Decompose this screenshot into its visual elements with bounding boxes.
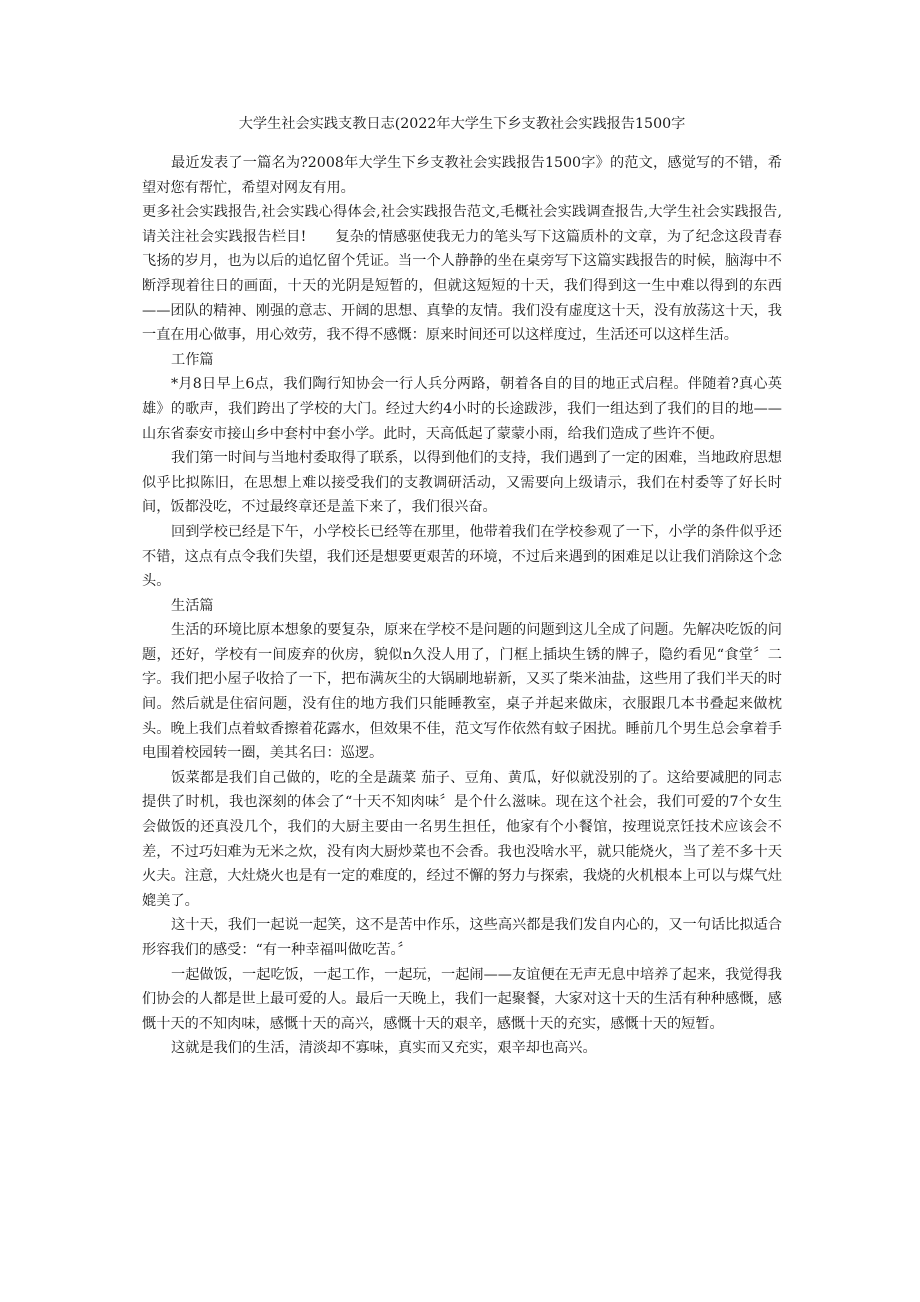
paragraph-intro: 最近发表了一篇名为?2008年大学生下乡支教社会实践报告1500字》的范文，感觉写的不错，希望对您有帮忙，希望对网友有用。 xyxy=(142,155,782,196)
paragraph-life-4: 一起做饭，一起吃饭，一起工作，一起玩，一起闹——友谊便在无声无息中培养了起来，我觉得我们协会的人都是世上最可爱的人。最后一天晚上，我们一起聚餐，大家对这十天的生活有种种感慨，感慨十天的不知肉味，感慨十天的高兴，感慨十天的艰辛，感慨十天的充实，感慨十天的短暂。 xyxy=(142,966,782,1032)
paragraph-work-1: *月8日早上6点，我们陶行知协会一行人兵分两路，朝着各自的目的地正式启程。伴随着?真心英雄》的歌声，我们跨出了学校的大门。经过大约4小时的长途跋涉，我们一组达到了我们的目的地——山东省泰安市接山乡中套村中套小学。此时，天高低起了蒙蒙小雨，给我们造成了些许不便。 xyxy=(142,376,782,442)
paragraph-life-3: 这十天，我们一起说一起笑，这不是苦中作乐，这些高兴都是我们发自内心的，又一句话比拟适合形容我们的感受：“有一种幸福叫做吃苦。〞 xyxy=(142,917,782,958)
section-heading-life: 生活篇 xyxy=(171,597,214,614)
paragraph-life-2: 饭菜都是我们自己做的，吃的全是蔬菜 茄子、豆角、黄瓜，好似就没别的了。这给要减肥的同志提供了时机，我也深刻的体会了“十天不知肉味〞是个什么滋味。现在这个社会，我们可爱的7个女生会做饭的还真没几个，我们的大厨主要由一名男生担任，他家有个小餐馆，按理说烹饪技术应该会不差，不过巧妇难为无米之炊，没有肉大厨炒菜也不会香。我也没啥水平，就只能烧火，当了差不多十天火夫。注意，大灶烧火也是有一定的难度的，经过不懈的努力与探索，我烧的火机根本上可以与煤气灶媲美了。 xyxy=(142,769,782,909)
document-title: 大学生社会实践支教日志(2022年大学生下乡支教社会实践报告1500字 xyxy=(238,116,686,132)
section-heading-work: 工作篇 xyxy=(171,351,214,368)
paragraph-more-info: 更多社会实践报告,社会实践心得体会,社会实践报告范文,毛概社会实践调查报告,大学生社会实践报告,请关注社会实践报告栏目! 复杂的情感驱使我无力的笔头写下这篇质朴的文章，为了纪念这段青春飞扬的岁月，也为以后的追忆留个凭证。当一个人静静的坐在桌旁写下这篇实践报告的时候，脑海中不断浮现着往日的画面，十天的光阴是短暂的，但就这短短的十天，我们得到这一生中难以得到的东西——团队的精神、刚强的意志、开阔的思想、真挚的友情。我们没有虚度这十天，没有放荡这十天，我一直在用心做事，用心效劳，我不得不感慨：原来时间还可以这样度过，生活还可以这样生活。 xyxy=(142,204,782,344)
paragraph-work-2: 我们第一时间与当地村委取得了联系，以得到他们的支持，我们遇到了一定的困难，当地政府思想似乎比拟陈旧，在思想上难以接受我们的支教调研活动，又需要向上级请示，我们在村委等了好长时间，饭都没吃，不过最终章还是盖下来了，我们很兴奋。 xyxy=(142,450,782,516)
paragraph-life-5: 这就是我们的生活，清淡却不寡味，真实而又充实，艰辛却也高兴。 xyxy=(171,1040,597,1057)
paragraph-life-1: 生活的环境比原本想象的要复杂，原来在学校不是问题的问题到这儿全成了问题。先解决吃饭的问题，还好，学校有一间废弃的伙房，貌似n久没人用了，门框上插块生锈的牌子，隐约看见“食堂〞二字。我们把小屋子收拾了一下，把布满灰尘的大锅刷地崭新，又买了柴米油盐，这些用了我们半天的时间。然后就是住宿问题，没有住的地方我们只能睡教室，桌子并起来做床，衣服跟几本书叠起来做枕头。晚上我们点着蚊香擦着花露水，但效果不佳，范文写作依然有蚊子困扰。睡前几个男生总会拿着手电围着校园转一圈，美其名曰：巡逻。 xyxy=(142,622,782,762)
paragraph-work-3: 回到学校已经是下午，小学校长已经等在那里，他带着我们在学校参观了一下，小学的条件似乎还不错，这点有点令我们失望，我们还是想要更艰苦的环境，不过后来遇到的困难足以让我们消除这个念头。 xyxy=(142,523,782,590)
document-page xyxy=(142,111,782,1061)
